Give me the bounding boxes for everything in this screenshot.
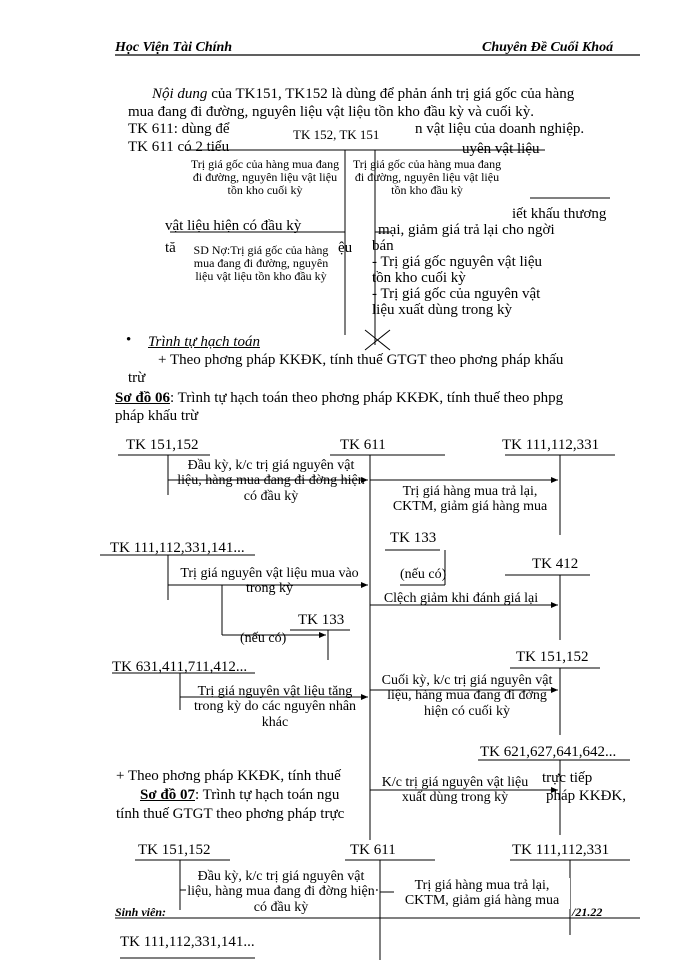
d1-acc-611: TK 611 [340, 437, 386, 453]
method-line-1: + Theo phơng pháp KKĐK, tính thuế GTGT theo phơng pháp khấu [158, 352, 564, 368]
d1-acc-133b: TK 133 [298, 612, 345, 628]
d1-acc-621: TK 621,627,641,642... [480, 744, 617, 760]
d1-entry-returns: Trị giá hàng mua trả lại, CKTM, giảm giá hàng mua [392, 484, 548, 515]
so-do-07-caption: Sơ đồ 07: Trình tự hạch toán ngu [140, 787, 340, 803]
d1-acc-631: TK 631,411,711,412... [112, 659, 248, 675]
d1-entry-closing: Cuối kỳ, k/c trị giá nguyên vật liệu, hàng mua đang đi đờng hiện có cuối kỳ [381, 673, 553, 719]
para-line-4b: uyên vật liệu [462, 141, 540, 157]
d1-entry-opening: Đầu kỳ, k/c trị giá nguyên vật liệu, hàng mua đang đi đờng hiện có đầu kỳ [177, 458, 365, 504]
method2-line-3: tính thuế GTGT theo phơng pháp trực [116, 806, 345, 822]
d1-acc-151-152: TK 151,152 [126, 437, 199, 453]
d1-acc-133a: TK 133 [390, 530, 437, 546]
bg-text-r1: iết khấu thương [512, 206, 607, 222]
header-report-type: Chuyên Đề Cuối Khoá [482, 40, 614, 55]
t-diagram-sd: SD Nợ:Trị giá gốc của hàng mua đang đi đường, nguyên liệu vật liệu tồn kho đầu kỳ [193, 243, 329, 284]
t-diagram-title: TK 152, TK 151 [290, 128, 382, 142]
bg-text-r2: mại, giảm giá trả lại cho ngời [378, 222, 555, 238]
para-line-3b: n vật liệu của doanh nghiệp. [415, 121, 585, 137]
d1-entry-purchase: Trị giá nguyên vật liệu mua vào trong kỳ [180, 566, 359, 597]
t-diagram-credit: Trị giá gốc của hàng mua đang đi đường, nguyên liệu vật liệu tồn kho đầu kỳ [352, 157, 502, 198]
header-school: Học Viện Tài Chính [115, 40, 233, 55]
so-do-06-caption: Sơ đồ 06: Trình tự hạch toán theo phơng pháp KKĐK, tính thuế theo phpg [115, 390, 564, 406]
bg-text-c: ệu [338, 240, 353, 256]
footer-student: Sinh viên: [115, 905, 167, 919]
t-diagram-debit: Trị giá gốc của hàng mua đang đi đường, nguyên liệu vật liệu tồn kho cuối kỳ [190, 157, 340, 198]
para-line-2: mua đang đi đường, nguyên liệu vật liệu tồn kho đầu kỳ và cuối kỳ. [128, 104, 534, 120]
d1-entry-revaluation: Clệch giảm khi đánh giá lại [383, 591, 539, 606]
bullet: • [126, 332, 132, 348]
para-line-1: Nội dung của TK151, TK152 là dùng để phản ánh trị giá gốc của hàng [152, 86, 575, 102]
d2-acc-111-112-331: TK 111,112,331 [512, 842, 610, 858]
para-line-3a: TK 611: dùng để [128, 121, 230, 137]
d1-entry-other-increase: Trị giá nguyên vật liệu tăng trong kỳ do các nguyên nhân khác [193, 684, 357, 730]
d1-neu-co-b: (nếu có) [240, 631, 287, 646]
d1-neu-co-a: (nếu có) [400, 567, 447, 582]
bg-text-r5: tồn kho cuối kỳ [372, 270, 466, 286]
footer-page: /21.22 [572, 905, 603, 919]
d1-acc-111-112-331: TK 111,112,331 [502, 437, 600, 453]
method2-line-1: + Theo phơng pháp KKĐK, tính thuế [116, 768, 341, 784]
d1-acc-111-141: TK 111,112,331,141... [110, 540, 245, 556]
bg-text-r6: - Trị giá gốc của nguyên vật [372, 286, 541, 302]
d2-acc-611: TK 611 [350, 842, 396, 858]
method-line-2: trừ [128, 370, 146, 386]
bg-text-r4: - Trị giá gốc nguyên vật liệu [372, 254, 542, 270]
d1-acc-412: TK 412 [532, 556, 579, 572]
so-do-06-caption-2: pháp khấu trừ [115, 408, 199, 424]
section-heading: Trình tự hạch toán [148, 334, 260, 350]
d1-entry-issued: K/c trị giá nguyên vật liệu xuất dùng trong kỳ [381, 775, 529, 806]
bg-text-b: tă [165, 240, 176, 256]
so-do-07-caption-r: pháp KKĐK, [546, 788, 626, 804]
d2-entry-returns: Trị giá hàng mua trả lại, CKTM, giảm giá hàng mua [394, 878, 570, 909]
bg-text-r7: liệu xuất dùng trong kỳ [372, 302, 512, 318]
d2-entry-opening: Đầu kỳ, k/c trị giá nguyên vật liệu, hàng mua đang đi đờng hiện có đầu kỳ [187, 869, 375, 915]
method2-line-1r: trực tiếp [542, 770, 593, 786]
d2-acc-151-152: TK 151,152 [138, 842, 211, 858]
bg-text-r3: bán [372, 238, 394, 254]
d2-acc-111-141: TK 111,112,331,141... [120, 934, 255, 950]
bg-text-a: vật liệu hiện có đầu kỳ [165, 218, 302, 234]
d1-acc-151-152r: TK 151,152 [516, 649, 589, 665]
para-line-4a: TK 611 có 2 tiểu [128, 139, 230, 155]
